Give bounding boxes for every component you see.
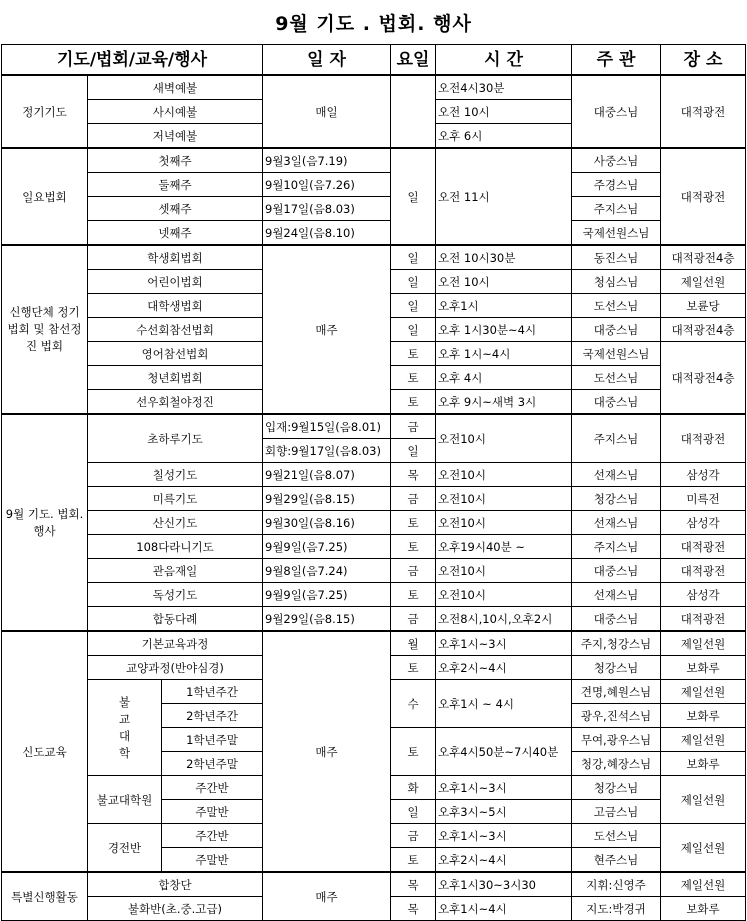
day-cell: 일	[391, 245, 436, 270]
table-row	[2, 511, 746, 535]
date-cell: 9월3일(음7.19)	[263, 148, 391, 173]
date-cell: 9월24일(음8.10)	[263, 221, 391, 246]
table-row	[2, 535, 746, 559]
host-cell: 도선스님	[572, 366, 661, 390]
page-title: 9월 기도 . 법회. 행사	[275, 12, 472, 35]
place-cell: 보화루	[661, 704, 746, 728]
place-cell: 삼성각	[661, 511, 746, 535]
place-cell: 대적광전4층	[661, 318, 746, 342]
place-cell: 보화루	[661, 897, 746, 921]
time-cell: 오전4시30분	[436, 75, 572, 100]
time-cell: 오후2시~4시	[436, 656, 572, 680]
item-name: 학생회법회	[88, 245, 263, 270]
time-cell: 오후1시30~3시30	[436, 872, 572, 897]
item-name: 선우회철야정진	[88, 390, 263, 415]
time-cell: 오후1시~3시	[436, 824, 572, 848]
day-cell: 일	[391, 439, 436, 463]
day-cell: 일	[391, 294, 436, 318]
day-cell: 토	[391, 342, 436, 366]
place-cell: 대적광전	[661, 148, 746, 245]
host-cell: 선재스님	[572, 511, 661, 535]
item-name: 기본교육과정	[88, 631, 263, 656]
header-time: 시 간	[436, 45, 572, 76]
table-row	[2, 148, 746, 173]
item-name: 2학년주간	[162, 704, 263, 728]
group-label: 9월 기도. 법회.행사	[2, 414, 88, 631]
day-cell: 토	[391, 656, 436, 680]
time-cell: 오후 6시	[436, 124, 572, 149]
day-cell: 토	[391, 848, 436, 873]
table-row	[2, 872, 746, 897]
college-label: 불 교 대 학	[88, 680, 162, 776]
item-name: 대학생법회	[88, 294, 263, 318]
host-cell: 무여,광우스님	[572, 728, 661, 752]
date-cell: 회향:9월17일(음8.03)	[263, 439, 391, 463]
host-cell: 고금스님	[572, 800, 661, 824]
place-cell: 제일선원	[661, 631, 746, 656]
host-cell: 주지스님	[572, 535, 661, 559]
host-cell: 견명,혜원스님	[572, 680, 661, 704]
host-cell: 대중스님	[572, 559, 661, 583]
table-row	[2, 607, 746, 632]
item-name: 108다라니기도	[88, 535, 263, 559]
item-name: 주말반	[162, 848, 263, 873]
day-cell: 토	[391, 583, 436, 607]
header-place: 장 소	[661, 45, 746, 76]
place-cell: 제일선원	[661, 776, 746, 824]
host-cell: 현주스님	[572, 848, 661, 873]
time-cell: 오후 1시~4시	[436, 342, 572, 366]
host-cell: 대중스님	[572, 318, 661, 342]
item-name: 새벽예불	[88, 75, 263, 100]
host-cell: 대중스님	[572, 75, 661, 148]
day-cell	[391, 75, 436, 148]
place-cell: 삼성각	[661, 583, 746, 607]
time-cell: 오전 11시	[436, 148, 572, 245]
host-cell: 주지스님	[572, 197, 661, 221]
place-cell: 대적광전	[661, 535, 746, 559]
time-cell: 오후 4시	[436, 366, 572, 390]
item-name: 미륵기도	[88, 487, 263, 511]
item-name: 둘째주	[88, 173, 263, 197]
item-name: 독성기도	[88, 583, 263, 607]
item-name: 불화반(초.중.고급)	[88, 897, 263, 921]
day-cell: 일	[391, 270, 436, 294]
host-cell: 주경스님	[572, 173, 661, 197]
header-category: 기도/법회/교육/행사	[2, 45, 263, 76]
group-label: 신행단체 정기법회 및 참선정진 법회	[2, 245, 88, 414]
host-cell: 청심스님	[572, 270, 661, 294]
table-row	[2, 75, 746, 100]
day-cell: 금	[391, 824, 436, 848]
item-name: 초하루기도	[88, 414, 263, 463]
time-cell: 오후 1시30분~4시	[436, 318, 572, 342]
host-cell: 지휘:신영주	[572, 872, 661, 897]
day-cell: 토	[391, 728, 436, 776]
day-cell: 토	[391, 390, 436, 415]
item-name: 첫째주	[88, 148, 263, 173]
grad-label: 불교대학원	[88, 776, 162, 824]
place-cell: 보화루	[661, 752, 746, 776]
day-cell: 목	[391, 897, 436, 921]
host-cell: 대중스님	[572, 390, 661, 415]
date-cell: 매주	[263, 872, 391, 921]
day-cell: 토	[391, 366, 436, 390]
host-cell: 선재스님	[572, 463, 661, 487]
host-cell: 주지,청강스님	[572, 631, 661, 656]
place-cell: 제일선원	[661, 728, 746, 752]
date-cell: 9월8일(음7.24)	[263, 559, 391, 583]
day-cell: 일	[391, 148, 436, 245]
host-cell: 선재스님	[572, 583, 661, 607]
item-name: 1학년주간	[162, 680, 263, 704]
day-cell: 일	[391, 800, 436, 824]
time-cell: 오후1시	[436, 294, 572, 318]
table-row	[2, 463, 746, 487]
table-row	[2, 414, 746, 439]
time-cell: 오후2시~4시	[436, 848, 572, 873]
item-name: 청년회법회	[88, 366, 263, 390]
item-name: 영어참선법회	[88, 342, 263, 366]
header-day: 요일	[391, 45, 436, 76]
date-cell: 9월29일(음8.15)	[263, 487, 391, 511]
place-cell: 대적광전	[661, 607, 746, 632]
header-date: 일 자	[263, 45, 391, 76]
place-cell: 제일선원	[661, 680, 746, 704]
time-cell: 오후1시~4시	[436, 897, 572, 921]
day-cell: 목	[391, 463, 436, 487]
host-cell: 도선스님	[572, 294, 661, 318]
time-cell: 오후19시40분 ~	[436, 535, 572, 559]
host-cell: 국제선원스님	[572, 342, 661, 366]
place-cell: 보륜당	[661, 294, 746, 318]
item-name: 1학년주말	[162, 728, 263, 752]
time-cell: 오전10시	[436, 463, 572, 487]
place-cell: 보화루	[661, 656, 746, 680]
date-cell: 9월21일(음8.07)	[263, 463, 391, 487]
day-cell: 월	[391, 631, 436, 656]
day-cell: 토	[391, 535, 436, 559]
place-cell: 미륵전	[661, 487, 746, 511]
day-cell: 화	[391, 776, 436, 800]
item-name: 합창단	[88, 872, 263, 897]
time-cell: 오전10시	[436, 414, 572, 463]
host-cell: 지도:박경귀	[572, 897, 661, 921]
host-cell: 동진스님	[572, 245, 661, 270]
host-cell: 청강,혜장스님	[572, 752, 661, 776]
place-cell: 제일선원	[661, 872, 746, 897]
table-row	[2, 487, 746, 511]
item-name: 칠성기도	[88, 463, 263, 487]
host-cell: 주지스님	[572, 414, 661, 463]
host-cell: 청강스님	[572, 776, 661, 800]
time-cell: 오후1시 ~ 4시	[436, 680, 572, 728]
place-cell: 제일선원	[661, 270, 746, 294]
item-name: 주간반	[162, 824, 263, 848]
time-cell: 오전10시	[436, 511, 572, 535]
day-cell: 일	[391, 318, 436, 342]
item-name: 2학년주말	[162, 752, 263, 776]
place-cell: 대적광전4층	[661, 245, 746, 270]
date-cell: 입재:9월15일(음8.01)	[263, 414, 391, 439]
table-row	[2, 583, 746, 607]
day-cell: 토	[391, 511, 436, 535]
table-row	[2, 559, 746, 583]
item-name: 넷째주	[88, 221, 263, 246]
place-cell: 삼성각	[661, 463, 746, 487]
item-name: 주간반	[162, 776, 263, 800]
day-cell: 금	[391, 487, 436, 511]
time-cell: 오후1시~3시	[436, 631, 572, 656]
time-cell: 오후1시~3시	[436, 776, 572, 800]
host-cell: 도선스님	[572, 824, 661, 848]
item-name: 교양과정(반야심경)	[88, 656, 263, 680]
time-cell: 오전 10시	[436, 100, 572, 124]
day-cell: 목	[391, 872, 436, 897]
day-cell: 금	[391, 559, 436, 583]
item-name: 산신기도	[88, 511, 263, 535]
table-row	[2, 631, 746, 656]
host-cell: 국제선원스님	[572, 221, 661, 246]
header-host: 주 관	[572, 45, 661, 76]
time-cell: 오후 9시~새벽 3시	[436, 390, 572, 415]
group-label: 특별신행활동	[2, 872, 88, 921]
place-cell: 대적광전	[661, 559, 746, 583]
place-cell: 대적광전	[661, 414, 746, 463]
table-row	[2, 197, 746, 221]
group-label: 신도교육	[2, 631, 88, 872]
item-name: 저녁예불	[88, 124, 263, 149]
table-row	[2, 221, 746, 246]
time-cell: 오전10시	[436, 583, 572, 607]
host-cell: 청강스님	[572, 656, 661, 680]
host-cell: 청강스님	[572, 487, 661, 511]
time-cell: 오전 10시30분	[436, 245, 572, 270]
place-cell: 대적광전	[661, 75, 746, 148]
day-cell: 금	[391, 607, 436, 632]
item-name: 주말반	[162, 800, 263, 824]
time-cell: 오전10시	[436, 559, 572, 583]
sutra-label: 경전반	[88, 824, 162, 873]
host-cell: 광우,진석스님	[572, 704, 661, 728]
date-cell: 9월30일(음8.16)	[263, 511, 391, 535]
group-label: 정기기도	[2, 75, 88, 148]
time-cell: 오전10시	[436, 487, 572, 511]
time-cell: 오후3시~5시	[436, 800, 572, 824]
date-cell: 9월17일(음8.03)	[263, 197, 391, 221]
place-cell: 대적광전4층	[661, 342, 746, 415]
item-name: 셋째주	[88, 197, 263, 221]
schedule-table	[1, 44, 746, 921]
time-cell: 오전8시,10시,오후2시	[436, 607, 572, 632]
item-name: 어린이법회	[88, 270, 263, 294]
day-cell: 수	[391, 680, 436, 728]
date-cell: 매주	[263, 245, 391, 414]
host-cell: 사중스님	[572, 148, 661, 173]
header-row	[2, 45, 746, 76]
host-cell: 대중스님	[572, 607, 661, 632]
item-name: 수선회참선법회	[88, 318, 263, 342]
item-name: 합동다례	[88, 607, 263, 632]
day-cell: 금	[391, 414, 436, 439]
date-cell: 매일	[263, 75, 391, 148]
table-row	[2, 173, 746, 197]
date-cell: 9월9일(음7.25)	[263, 583, 391, 607]
item-name: 사시예불	[88, 100, 263, 124]
time-cell: 오후4시50분~7시40분	[436, 728, 572, 776]
date-cell: 매주	[263, 631, 391, 872]
place-cell: 제일선원	[661, 824, 746, 873]
item-name: 관음재일	[88, 559, 263, 583]
date-cell: 9월29일(음8.15)	[263, 607, 391, 632]
date-cell: 9월9일(음7.25)	[263, 535, 391, 559]
date-cell: 9월10일(음7.26)	[263, 173, 391, 197]
table-row	[2, 245, 746, 270]
time-cell: 오전 10시	[436, 270, 572, 294]
group-label: 일요법회	[2, 148, 88, 245]
